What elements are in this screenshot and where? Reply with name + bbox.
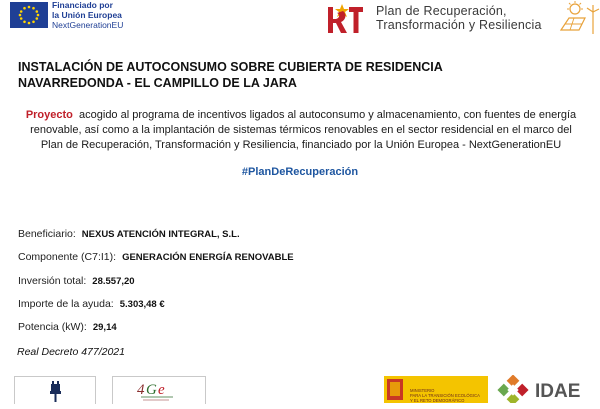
eu-line-1: Financiado por [52, 0, 113, 10]
ministerio-line-3: Y EL RETO DEMOGRÁFICO [410, 398, 465, 403]
prtr-logo-icon [322, 1, 368, 35]
svg-text:G: G [146, 382, 157, 398]
eu-funding-text [52, 0, 123, 30]
plan-line-1: Plan de Recuperación, [376, 4, 507, 18]
potencia-row [18, 321, 117, 334]
proyecto-text: acogido al programa de incentivos ligados al autoconsumo y almacenamiento, con fuentes de energía renovable, así como a la implantación de sistemas térmicos renovables en el sector residencial en el marco del Plan de Recuperación, Transformación y Resiliencia, financiado por la Unión Europea - NextGenerationEU [30, 109, 577, 151]
potencia-label: Potencia (kW): [18, 321, 87, 333]
potencia-value: 29,14 [92, 322, 117, 333]
project-description [18, 108, 584, 153]
importe-row [18, 298, 165, 311]
inversion-label: Inversión total: [18, 275, 87, 287]
title-line-2: NAVARREDONDA - EL CAMPILLO DE LA JARA [18, 76, 297, 90]
beneficiario-label: Beneficiario: [18, 228, 76, 240]
project-title [18, 59, 443, 91]
importe-label: Importe de la ayuda: [18, 298, 114, 310]
svg-text:4: 4 [137, 382, 145, 398]
hashtag-plan: #PlanDeRecuperación [241, 166, 359, 178]
inversion-row [18, 275, 135, 288]
proyecto-keyword: Proyecto [25, 109, 73, 121]
beneficiario-row [18, 228, 240, 241]
ministerio-logo [384, 376, 488, 403]
plan-line-2: Transformación y Resiliencia [376, 18, 542, 32]
title-line-1: INSTALACIÓN DE AUTOCONSUMO SOBRE CUBIERTA DE RESIDENCIA [18, 60, 443, 74]
eu-line-2: la Unión Europea [52, 10, 122, 20]
solar-energy-icon [555, 0, 600, 38]
eu-flag-logo [10, 2, 48, 28]
idae-text: IDAE [535, 381, 581, 402]
ministerio-line-1: MINISTERIO [410, 388, 435, 393]
ministerio-line-2: PARA LA TRANSICIÓN ECOLÓGICA [410, 393, 480, 398]
svg-text:e: e [158, 382, 165, 398]
real-decreto: Real Decreto 477/2021 [17, 346, 125, 358]
importe-value: 5.303,48 € [119, 299, 165, 310]
componente-value: GENERACIÓN ENERGÍA RENOVABLE [122, 252, 294, 263]
castilla-la-mancha-energy-logo [112, 376, 206, 404]
plan-recuperacion-text [376, 4, 542, 32]
idae-logo [495, 375, 600, 403]
beneficiario-value: NEXUS ATENCIÓN INTEGRAL, S.L. [81, 229, 240, 240]
inversion-value: 28.557,20 [92, 276, 135, 287]
castilla-la-mancha-logo [14, 376, 96, 404]
eu-line-3: NextGenerationEU [52, 20, 124, 30]
componente-label: Componente (C7:I1): [18, 251, 117, 263]
componente-row [18, 251, 294, 264]
